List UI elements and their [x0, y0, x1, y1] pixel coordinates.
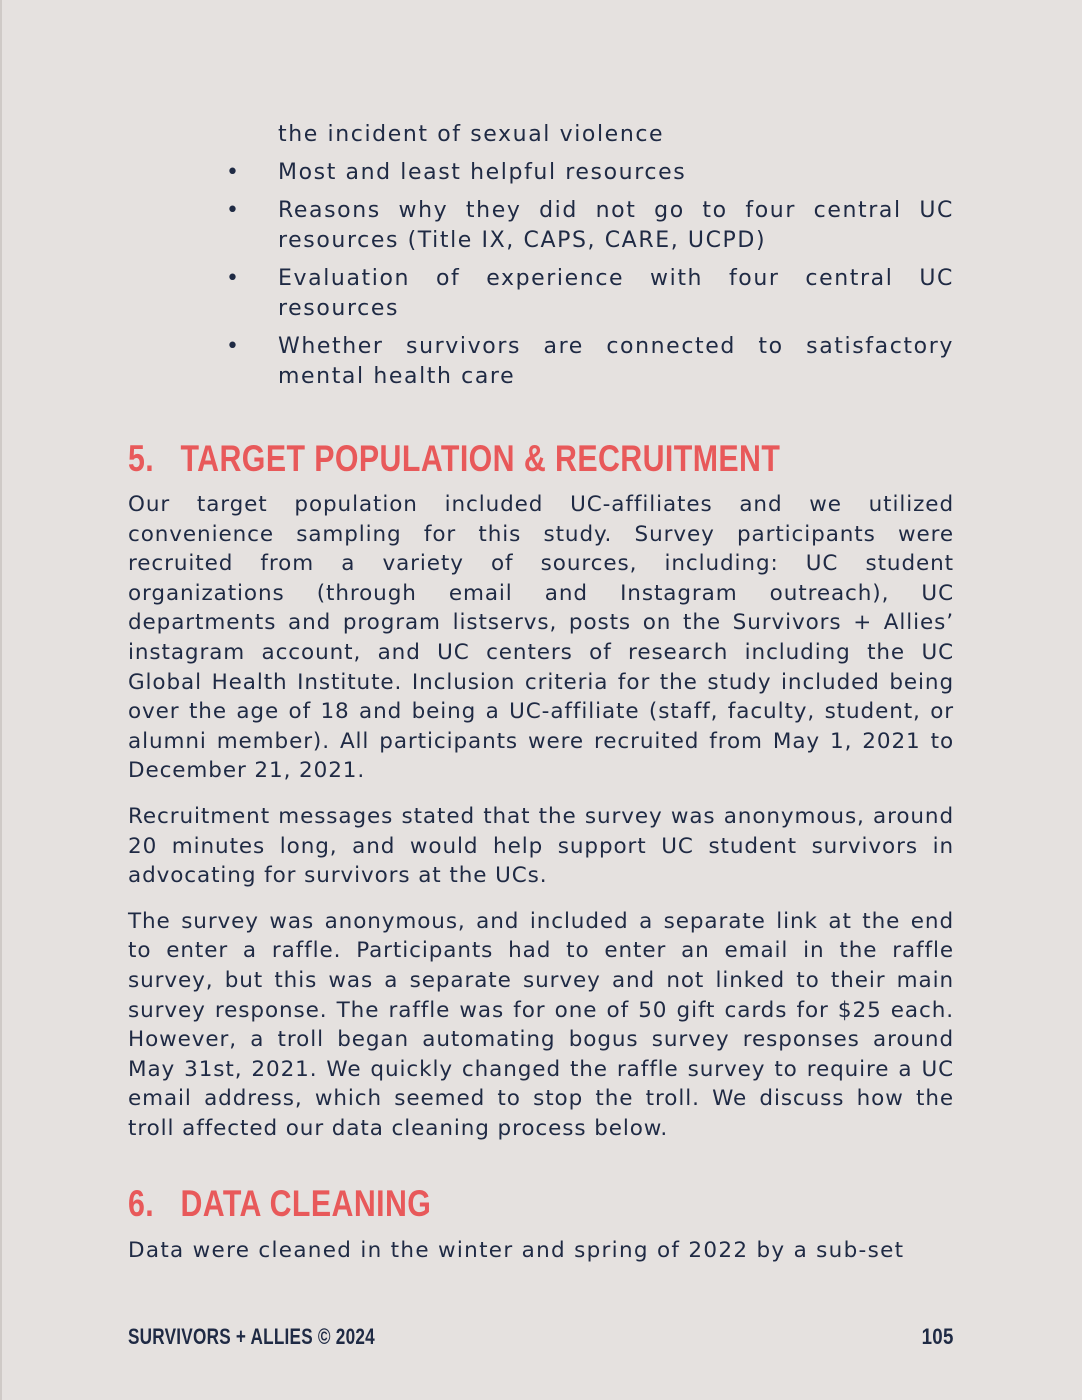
list-item-text: Most and least helpful resources	[278, 160, 687, 185]
paragraph: The survey was anonymous, and included a separate link at the end to enter a raffle. Participants had to enter an email in the raffle survey, but this was a separate survey and not linked to their main survey response. The raffle was for one of 50 gift cards for $25 each. However, a troll began automating bogus survey responses around May 31st, 2021. We quickly changed the raffle survey to require a UC email address, which seemed to stop the troll. We discuss how the troll affected our data cleaning process below.	[128, 908, 954, 1141]
list-item	[128, 196, 954, 256]
bullet-dot: •	[226, 198, 241, 223]
list-item	[128, 264, 954, 324]
bullet-continuation: the incident of sexual violence	[278, 122, 665, 147]
section-title: DATA CLEANING	[180, 1183, 432, 1224]
list-item-text: Reasons why they did not go to four central UC resources (Title IX, CAPS, CARE, UCPD)	[278, 198, 954, 253]
section-heading-target-population	[128, 438, 780, 480]
paragraph: Data were cleaned in the winter and spring of 2022 by a sub-set	[128, 1238, 905, 1263]
list-item	[128, 332, 954, 392]
bullet-dot: •	[226, 334, 241, 359]
section-title: TARGET POPULATION & RECRUITMENT	[180, 438, 781, 479]
bullet-dot: •	[226, 160, 241, 185]
paragraph: Recruitment messages stated that the survey was anonymous, around 20 minutes long, and would help support UC student survivors in advocating for survivors at the UCs.	[128, 803, 954, 889]
section-body-target-population	[128, 490, 954, 1159]
section-body-data-cleaning	[128, 1236, 954, 1282]
page-number: 105	[922, 1324, 954, 1349]
list-item	[128, 158, 954, 188]
bullet-dot: •	[226, 266, 241, 291]
list-item-text: Whether survivors are connected to satisfactory mental health care	[278, 334, 954, 389]
section-number: 5.	[128, 438, 155, 479]
list-item-text: Evaluation of experience with four central UC resources	[278, 266, 954, 321]
paragraph: Our target population included UC-affiliates and we utilized convenience sampling for this study. Survey participants were recruited from a variety of sources, including: UC student organizations (through email and Instagram outreach), UC departments and program listservs, posts on the Survivors + Allies’ instagram account, and UC centers of research including the UC Global Health Institute. Inclusion criteria for the study included being over the age of 18 and being a UC-affiliate (staff, faculty, student, or alumni member). All participants were recruited from May 1, 2021 to December 21, 2021.	[128, 492, 954, 784]
section-number: 6.	[128, 1183, 155, 1224]
section-heading-data-cleaning	[128, 1183, 431, 1225]
footer-copyright: SURVIVORS + ALLIES © 2024	[128, 1324, 375, 1349]
bullet-section	[128, 120, 954, 400]
page-edge	[0, 0, 2, 1400]
bullet-list	[128, 158, 954, 392]
